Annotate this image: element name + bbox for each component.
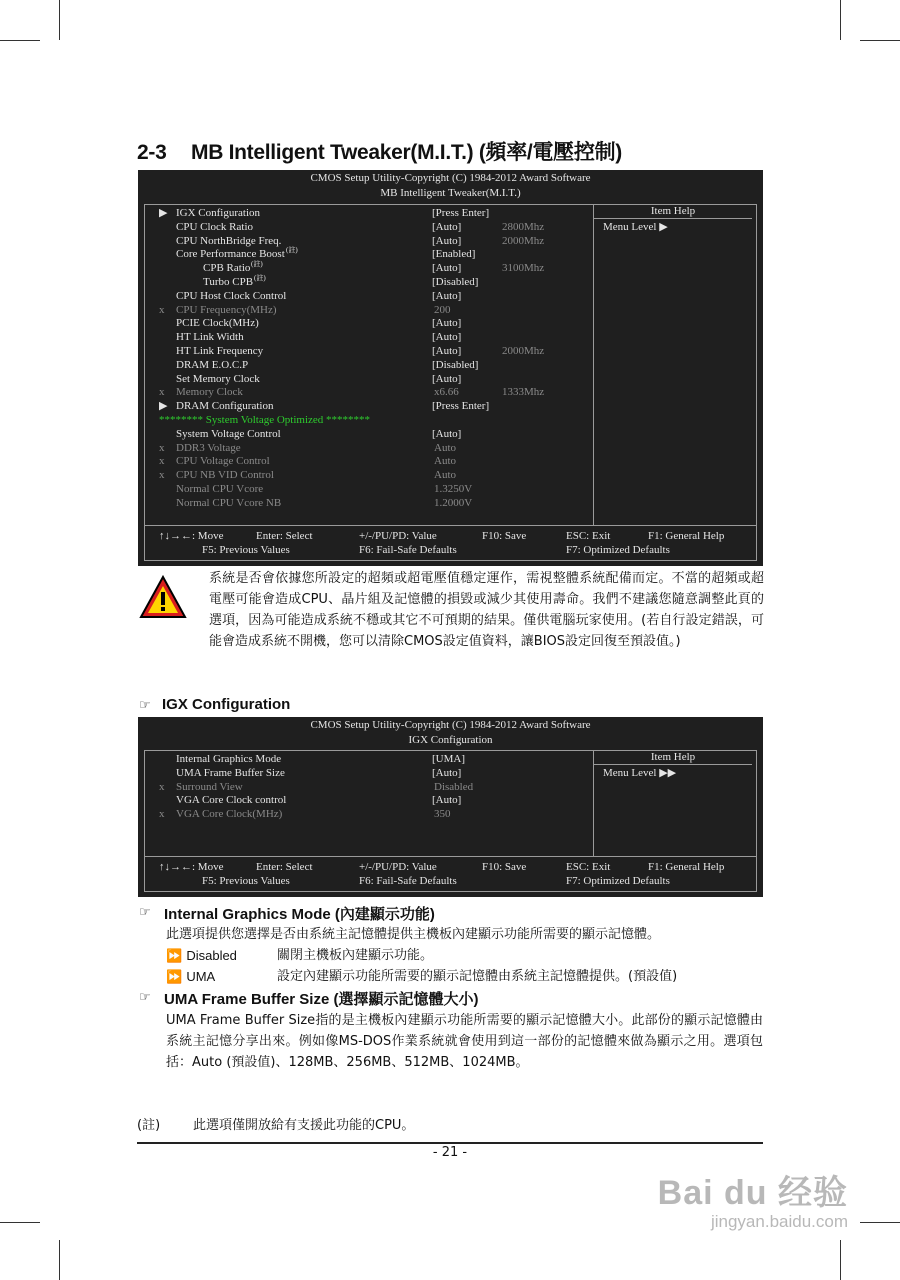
key-previous: F5: Previous Values — [202, 544, 290, 556]
bios-row-label: HT Link Width — [176, 331, 244, 344]
key-help: F1: General Help — [648, 530, 725, 542]
option-desc: 設定內建顯示功能所需要的顯示記憶體由系統主記憶體提供。(預設值) — [277, 969, 678, 984]
crop-mark — [59, 1240, 60, 1280]
bios-key-legend — [145, 856, 756, 891]
igx-section-title: IGX Configuration — [162, 696, 291, 713]
crop-mark — [840, 1240, 841, 1280]
row-marker: x — [159, 469, 165, 482]
bios-row-label: DRAM Configuration — [176, 400, 274, 413]
bios-row-value[interactable]: [Auto] — [432, 317, 462, 330]
bios-row-label: CPU Voltage Control — [176, 455, 270, 468]
bios-row-label: Surround View — [176, 780, 243, 793]
uma-frame-title: UMA Frame Buffer Size (選擇顯示記憶體大小) — [164, 991, 479, 1008]
option-uma — [166, 966, 215, 988]
crop-mark — [0, 1222, 40, 1223]
row-marker: x — [159, 808, 165, 821]
bios-row-value[interactable]: [Auto] — [432, 234, 462, 247]
option-name: Disabled — [186, 948, 237, 963]
bios-row-label: PCIE Clock(MHz) — [176, 317, 259, 330]
key-value: +/-/PU/PD: Value — [359, 861, 437, 873]
bios-frame — [144, 204, 757, 561]
bios-row-value[interactable]: [Disabled] — [432, 358, 479, 371]
warning-text: 系統是否會依據您所設定的超頻或超電壓值穩定運作，需視整體系統配備而定。不當的超頻或超電壓可能會造成CPU、晶片組及記憶體的損毀或減少其使用壽命。我們不建議您隨意調整此頁的選項，因為可能造成系統不穩或其它不可預期的結果。僅供電腦玩家使用。(若自行設定錯誤，可能會造成系統不開機，您可以清除CMOS設定值資料，讓BIOS設定回復至預設值。) — [209, 571, 764, 649]
bios-row-value: 1.2000V — [434, 496, 473, 509]
bios-row-value: 350 — [434, 808, 451, 821]
option-desc: 關閉主機板內建顯示功能。 — [277, 948, 434, 963]
bios-row-label: CPB Ratio — [203, 262, 251, 275]
bios-row-label: CPU Frequency(MHz) — [176, 303, 277, 316]
bios-row-current-value: 3100Mhz — [502, 262, 545, 275]
bios-row-value: Disabled — [434, 780, 474, 793]
bios-row-value[interactable]: [Disabled] — [432, 276, 479, 288]
bios-row-label: Normal CPU Vcore NB — [176, 496, 282, 509]
bios-row-value[interactable]: [Auto] — [432, 262, 462, 275]
row-marker: x — [159, 780, 165, 793]
section-title: MB Intelligent Tweaker(M.I.T.) (頻率/電壓控制) — [191, 141, 622, 164]
key-optimized: F7: Optimized Defaults — [566, 875, 670, 887]
watermark-logo-text: Bai du 经验 — [657, 1174, 848, 1212]
bios-menu-pane — [145, 751, 593, 856]
bios-screen-igx — [138, 717, 763, 897]
bios-copyright: CMOS Setup Utility-Copyright (C) 1984-2012 Award Software — [310, 719, 591, 731]
item-help-title: Item Help — [594, 751, 752, 765]
option-disabled — [166, 945, 237, 967]
bios-row-current-value: 2000Mhz — [502, 234, 545, 247]
footnote-text: 此選項僅開放給有支援此功能的CPU。 — [193, 1118, 415, 1133]
bios-row-value[interactable]: [Auto] — [432, 794, 462, 807]
double-arrow-icon: ⏩ — [166, 949, 183, 964]
bios-row-value[interactable]: [Enabled] — [432, 248, 476, 261]
bios-row-value[interactable]: [Press Enter] — [432, 400, 490, 413]
bios-row-value[interactable]: [UMA] — [432, 753, 465, 765]
footnote — [137, 1114, 414, 1133]
key-move: ↑↓→←: Move — [159, 861, 224, 873]
bios-page-title: MB Intelligent Tweaker(M.I.T.) — [380, 187, 521, 199]
uma-frame-desc: UMA Frame Buffer Size指的是主機板內建顯示功能所需要的顯示記憶體大小。此部份的顯示記憶體由系統主記憶分享出來。例如像MS-DOS作業系統就會使用到這一部份的記憶體來做為顯示之用。選項包括：Auto (預設值)、128MB、256MB、512MB、1024MB。 — [166, 1013, 763, 1070]
key-save: F10: Save — [482, 861, 527, 873]
bios-row-label: System Voltage Control — [176, 427, 281, 440]
bios-row-current-value: 1333Mhz — [502, 386, 545, 399]
bios-row-label: VGA Core Clock(MHz) — [176, 808, 283, 821]
item-help-title: Item Help — [594, 205, 752, 219]
bios-screen-mit — [138, 170, 763, 566]
page-number: - 21 - — [432, 1145, 468, 1160]
warning-icon — [139, 574, 187, 620]
bios-row-label: Turbo CPB — [203, 276, 254, 288]
menu-level: Menu Level ▶▶ — [603, 767, 677, 779]
pointer-hand-icon: ☞ — [139, 905, 151, 920]
bios-row-label: CPU Host Clock Control — [176, 289, 287, 302]
row-marker: x — [159, 441, 165, 454]
key-enter: Enter: Select — [256, 530, 313, 542]
bios-copyright: CMOS Setup Utility-Copyright (C) 1984-2012 Award Software — [310, 172, 591, 184]
bios-row-label: CPU NorthBridge Freq. — [176, 234, 282, 247]
bios-row-label: ******** System Voltage Optimized ******** — [159, 414, 371, 426]
bios-help-pane — [593, 751, 756, 856]
pointer-hand-icon: ☞ — [139, 990, 151, 1005]
bios-row-label: IGX Configuration — [176, 207, 261, 219]
footnote-superscript: (註) — [251, 260, 263, 269]
key-failsafe: F6: Fail-Safe Defaults — [359, 875, 457, 887]
bios-row-label: DDR3 Voltage — [176, 441, 241, 454]
bios-key-legend — [145, 525, 756, 560]
bios-row-label: HT Link Frequency — [176, 345, 264, 357]
key-optimized: F7: Optimized Defaults — [566, 544, 670, 556]
crop-mark — [0, 40, 40, 41]
submenu-arrow-icon: ▶ — [159, 207, 168, 219]
bios-row-label: VGA Core Clock control — [176, 794, 287, 807]
bios-row-value[interactable]: [Auto] — [432, 372, 462, 385]
row-marker: x — [159, 386, 165, 399]
section-number: 2-3 — [137, 141, 167, 164]
row-marker: x — [159, 303, 165, 316]
option-name: UMA — [186, 969, 216, 984]
bios-row-value: Auto — [434, 455, 456, 468]
crop-mark — [59, 0, 60, 40]
bios-menu-pane — [145, 205, 593, 525]
key-exit: ESC: Exit — [566, 861, 611, 873]
bios-row-label: Core Performance Boost — [176, 248, 285, 261]
key-value: +/-/PU/PD: Value — [359, 530, 437, 542]
section-heading — [137, 136, 622, 166]
bios-row-value[interactable]: [Auto] — [432, 220, 462, 233]
bios-row-current-value: 2000Mhz — [502, 345, 545, 357]
bios-row-label: Internal Graphics Mode — [176, 753, 282, 765]
bios-row-current-value: 2800Mhz — [502, 220, 545, 233]
footer-rule — [137, 1142, 763, 1144]
double-arrow-icon: ⏩ — [166, 970, 183, 985]
footnote-superscript: (註) — [254, 274, 266, 282]
key-help: F1: General Help — [648, 861, 725, 873]
bios-page-title: IGX Configuration — [408, 734, 493, 746]
bios-frame — [144, 750, 757, 892]
key-save: F10: Save — [482, 530, 527, 542]
bios-row-value[interactable]: [Auto] — [432, 345, 462, 357]
bios-row-label: Normal CPU Vcore — [176, 483, 264, 495]
footnote-mark: (註) — [137, 1118, 161, 1133]
crop-mark — [860, 40, 900, 41]
bios-row-value: x6.66 — [434, 386, 459, 399]
pointer-hand-icon: ☞ — [139, 698, 151, 713]
menu-level: Menu Level ▶ — [603, 221, 668, 233]
watermark-url: jingyan.baidu.com — [710, 1212, 848, 1231]
bios-row-value[interactable]: [Auto] — [432, 289, 462, 302]
bios-row-label: Memory Clock — [176, 386, 243, 399]
bios-row-label: DRAM E.O.C.P — [176, 358, 249, 371]
bios-row-value[interactable]: [Auto] — [432, 331, 462, 344]
bios-help-pane — [593, 205, 756, 525]
bios-row-label: Set Memory Clock — [176, 372, 260, 385]
key-exit: ESC: Exit — [566, 530, 611, 542]
crop-mark — [840, 0, 841, 40]
bios-row-value: 1.3250V — [434, 483, 473, 495]
watermark — [658, 1165, 848, 1232]
key-enter: Enter: Select — [256, 861, 313, 873]
bios-row-value[interactable]: [Press Enter] — [432, 207, 490, 219]
bios-row-value: 200 — [434, 303, 451, 316]
bios-row-value: Auto — [434, 441, 456, 454]
submenu-arrow-icon: ▶ — [159, 400, 168, 413]
crop-mark — [860, 1222, 900, 1223]
key-failsafe: F6: Fail-Safe Defaults — [359, 544, 457, 556]
bios-row-label: CPU Clock Ratio — [176, 220, 254, 233]
key-previous: F5: Previous Values — [202, 875, 290, 887]
bios-row-label: CPU NB VID Control — [176, 469, 274, 482]
internal-graphics-desc: 此選項提供您選擇是否由系統主記憶體提供主機板內建顯示功能所需要的顯示記憶體。 — [166, 927, 661, 942]
bios-row-value[interactable]: [Auto] — [432, 427, 462, 440]
key-move: ↑↓→←: Move — [159, 530, 224, 542]
bios-row-value: Auto — [434, 469, 456, 482]
internal-graphics-title: Internal Graphics Mode (內建顯示功能) — [164, 906, 435, 923]
footnote-superscript: (註) — [286, 246, 298, 255]
bios-row-label: UMA Frame Buffer Size — [176, 766, 285, 779]
row-marker: x — [159, 455, 165, 468]
bios-row-value[interactable]: [Auto] — [432, 766, 462, 779]
